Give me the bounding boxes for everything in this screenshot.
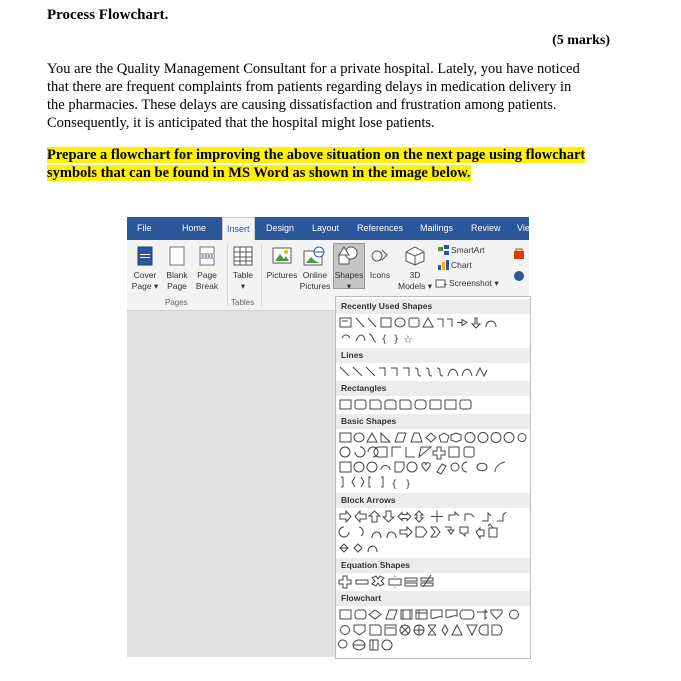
table-caret: ▾	[240, 281, 246, 291]
cover-page-button[interactable]	[131, 270, 159, 292]
svg-text:}: }	[393, 334, 400, 345]
online-pictures-label-2: Pictures	[299, 281, 331, 291]
screenshot-button[interactable]: Screenshot ▾	[449, 278, 499, 288]
my-addins-icon[interactable]	[513, 270, 525, 282]
question-title: Process Flowchart.	[47, 7, 169, 23]
smartart-icon	[438, 245, 450, 255]
page-break-label-2: Break	[195, 281, 219, 291]
shapes-label-wrap	[333, 270, 365, 292]
blank-page-label: Blank	[166, 270, 188, 280]
tab-layout[interactable]: Layout	[312, 223, 340, 233]
shapes-caret: ▾	[346, 281, 352, 291]
icons-icon	[370, 246, 390, 266]
instruction-line: symbols that can be found in MS Word as shown in the image below.	[47, 165, 471, 181]
page-break-label: Page	[197, 270, 217, 280]
instruction-line: Prepare a flowchart for improving the above situation on the next page using flowchart	[47, 147, 586, 163]
section-block-arrows: Block Arrows	[336, 493, 530, 508]
tab-review[interactable]: Review	[471, 223, 501, 233]
paragraph-line: Consequently, it is anticipated that the hospital might lose patients.	[47, 115, 435, 131]
smartart-button[interactable]: SmartArt	[451, 245, 485, 255]
shapes-gallery	[335, 296, 531, 659]
tab-file[interactable]: File	[137, 223, 152, 233]
screenshot-icon	[435, 278, 449, 288]
section-equation-shapes: Equation Shapes	[336, 558, 530, 573]
online-pictures-icon	[303, 246, 325, 266]
icons-button[interactable]: Icons	[369, 270, 391, 280]
3d-models-icon	[405, 246, 425, 266]
svg-text:+: +	[443, 280, 448, 289]
tab-mailings[interactable]: Mailings	[420, 223, 454, 233]
chart-icon	[438, 260, 450, 270]
3d-models-label-2: Models ▾	[397, 281, 433, 291]
word-screenshot	[127, 217, 529, 657]
page-break-icon	[199, 246, 215, 266]
section-basic-shapes: Basic Shapes	[336, 414, 530, 429]
group-tables-label: Tables	[231, 298, 255, 307]
paragraph-line: You are the Quality Management Consultant for a private hospital. Lately, you have noticed	[47, 61, 580, 77]
table-icon	[233, 246, 253, 266]
section-lines: Lines	[336, 348, 530, 363]
scenario-paragraph	[47, 60, 617, 132]
store-icon[interactable]	[513, 248, 525, 260]
svg-text:{: {	[391, 479, 398, 490]
3d-models-label: 3D	[409, 270, 421, 280]
rectangles-row[interactable]	[339, 398, 527, 412]
svg-text:{: {	[381, 334, 388, 345]
paragraph-line: that there are frequent complaints from patients regarding delays in medication delivery in	[47, 79, 572, 95]
ribbon-divider	[261, 244, 262, 306]
pictures-button[interactable]: Pictures	[266, 270, 298, 280]
online-pictures-button[interactable]	[299, 270, 331, 292]
paragraph-line: the pharmacies. These delays are causing dissatisfaction and frustration among patients.	[47, 97, 557, 113]
shapes-label: Shapes	[334, 270, 364, 280]
section-rectangles: Rectangles	[336, 381, 530, 396]
tab-design[interactable]: Design	[266, 223, 295, 233]
svg-text:}: }	[405, 479, 412, 490]
equation-shapes-row[interactable]	[339, 575, 527, 589]
ribbon-tab-bar	[127, 217, 529, 240]
group-pages-label: Pages	[165, 298, 188, 307]
tab-references[interactable]: References	[357, 223, 404, 233]
recent-shapes-row[interactable]	[339, 316, 527, 346]
cover-page-label: Cover	[133, 270, 157, 280]
cover-page-label-2: Page ▾	[131, 281, 159, 291]
page-break-button[interactable]	[193, 270, 221, 292]
tab-view[interactable]: Vie	[517, 223, 530, 233]
ribbon-divider	[227, 244, 228, 306]
marks-label: (5 marks)	[552, 33, 610, 48]
blank-page-label-2: Page	[167, 281, 187, 291]
tab-insert[interactable]: Insert	[222, 217, 255, 241]
table-label: Table	[232, 270, 254, 280]
tab-home[interactable]: Home	[182, 223, 207, 233]
blank-page-button[interactable]	[163, 270, 191, 292]
shapes-icon	[338, 246, 358, 266]
3d-models-button[interactable]	[395, 270, 435, 292]
blank-page-icon	[169, 246, 185, 266]
flowchart-shapes-grid[interactable]	[339, 608, 527, 622]
basic-shapes-grid[interactable]	[339, 431, 527, 490]
chart-button[interactable]: Chart	[451, 260, 472, 270]
svg-text:☆: ☆	[403, 333, 413, 346]
lines-row[interactable]	[339, 365, 527, 379]
table-button[interactable]	[229, 270, 257, 292]
online-pictures-label: Online	[302, 270, 328, 280]
section-flowchart: Flowchart	[336, 591, 530, 606]
block-arrows-grid[interactable]	[339, 510, 527, 524]
section-recently-used: Recently Used Shapes	[336, 299, 530, 314]
highlighted-instruction	[47, 146, 627, 182]
pictures-icon	[272, 246, 292, 266]
cover-page-icon	[137, 246, 153, 266]
